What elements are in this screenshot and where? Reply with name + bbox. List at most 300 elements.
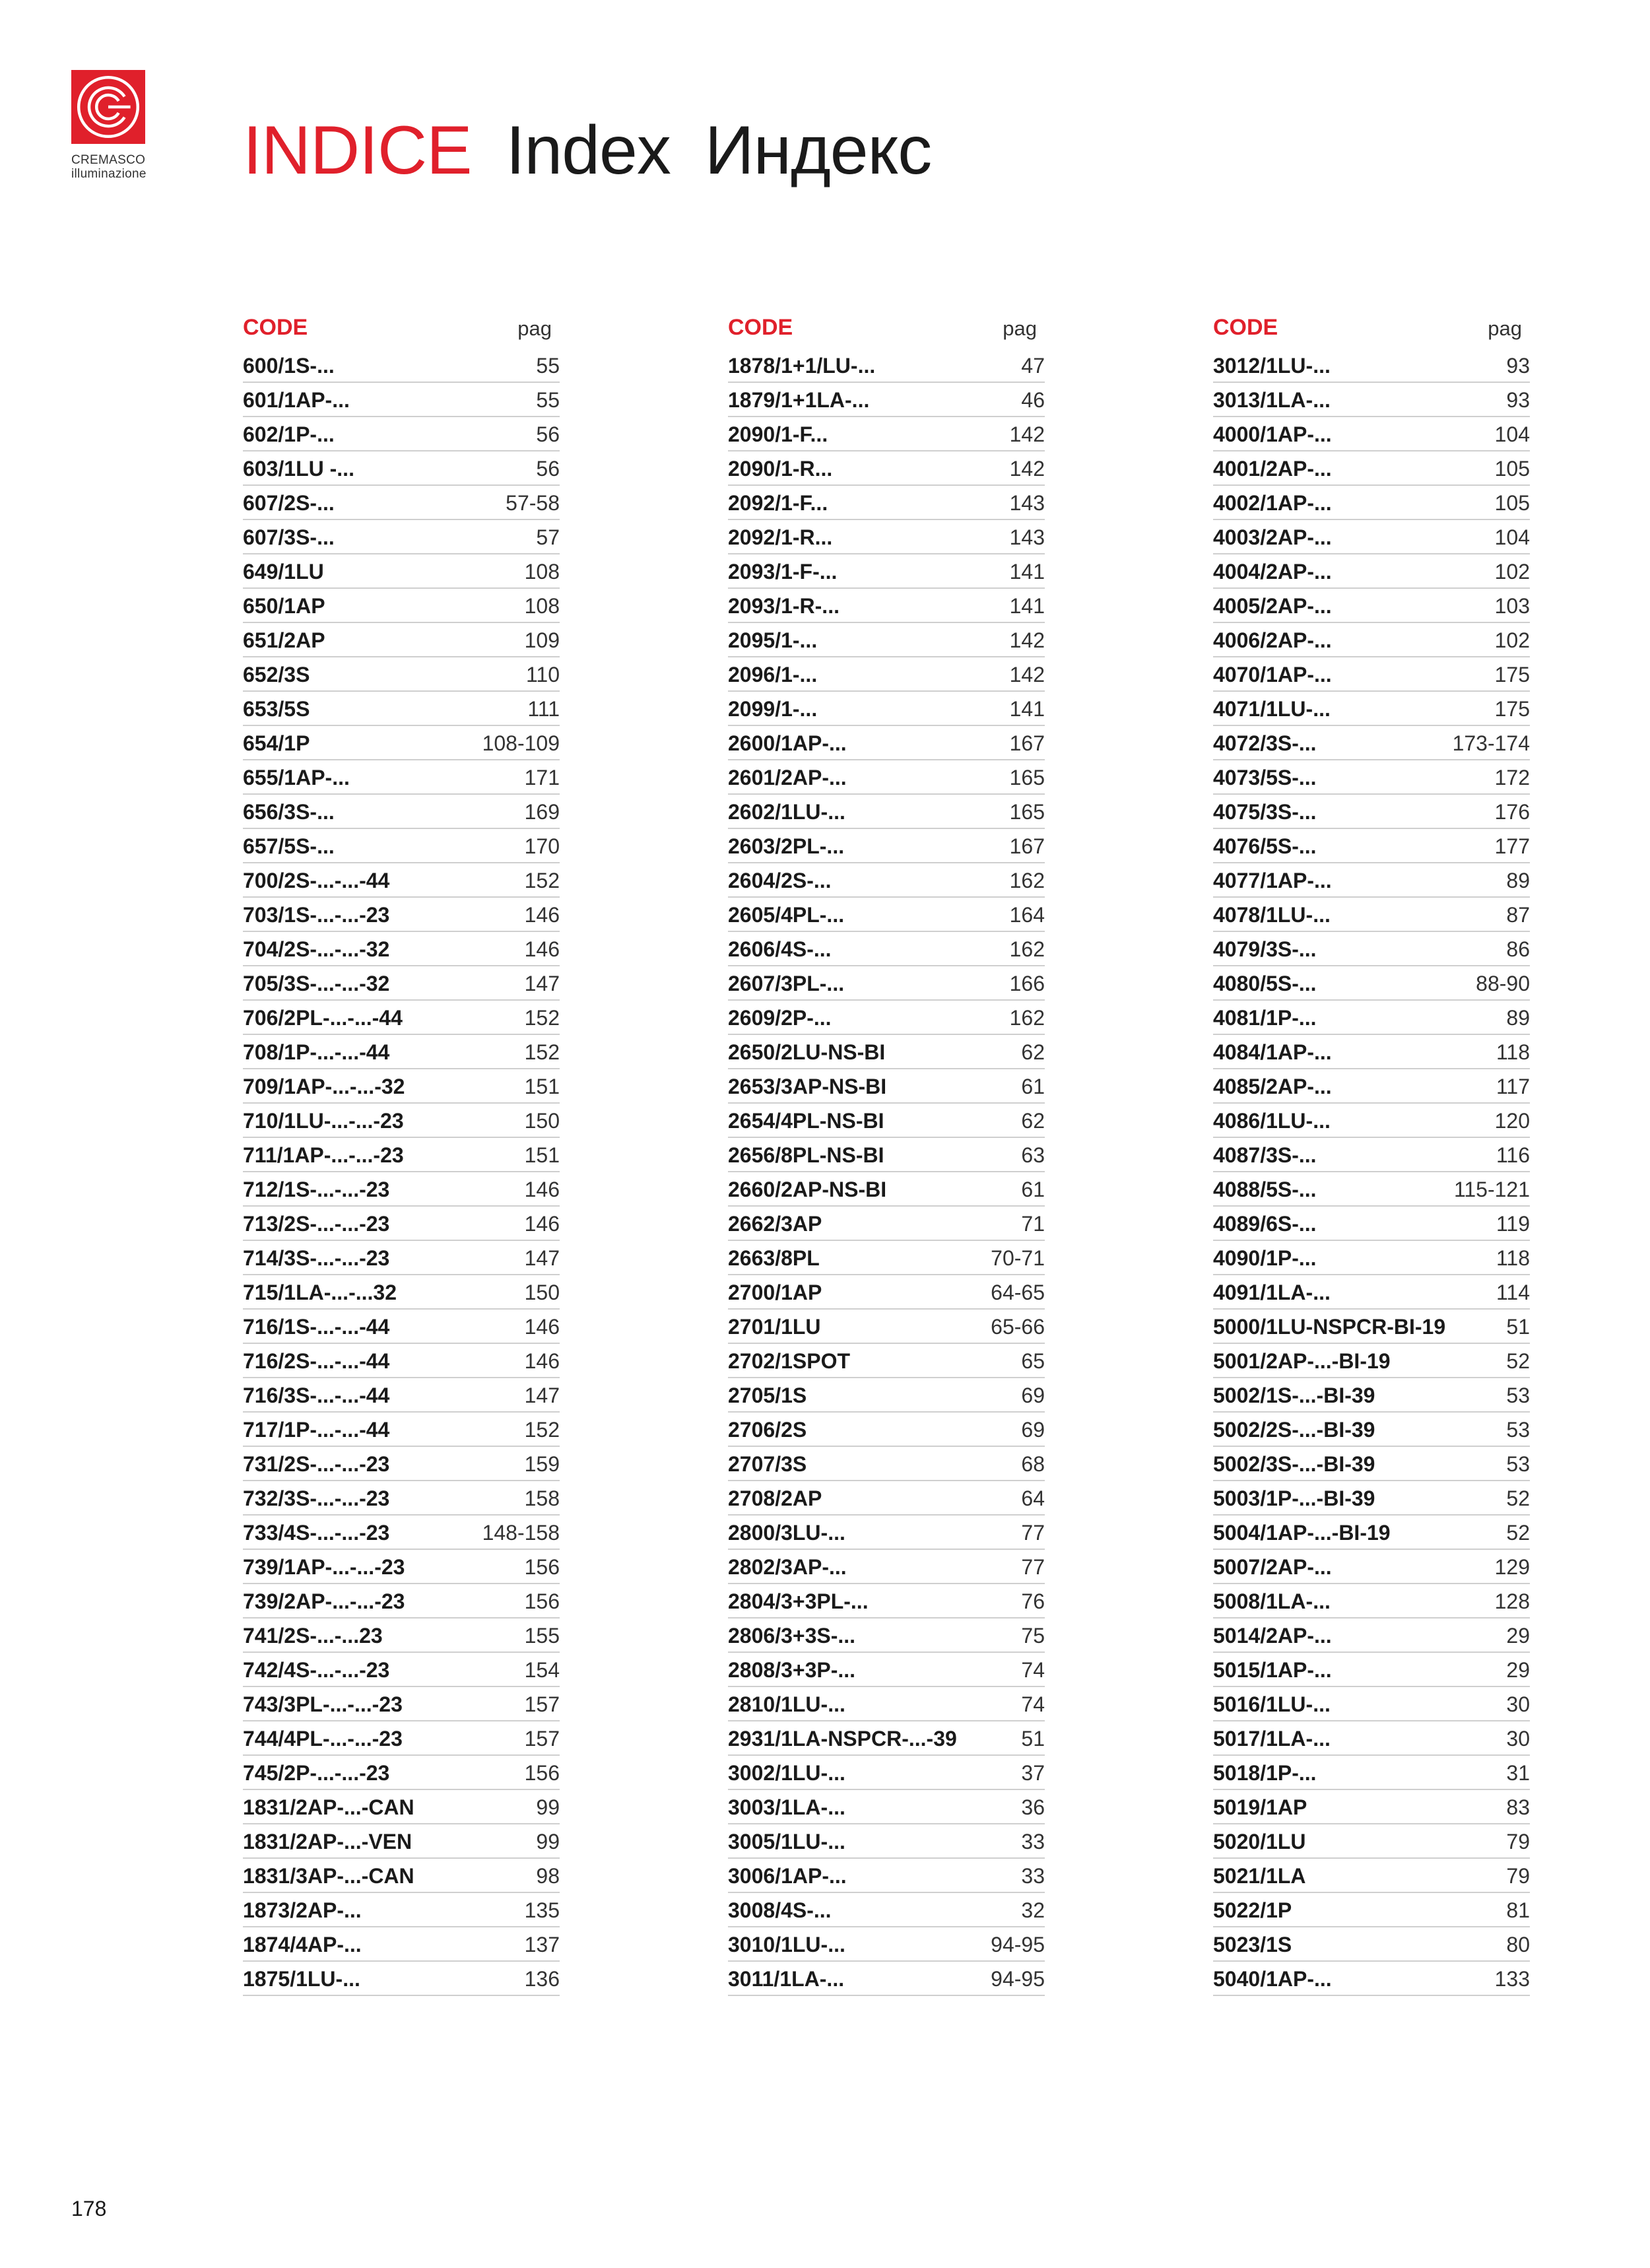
- page-ref: 146: [524, 1349, 560, 1373]
- pag-header: pag: [517, 317, 552, 340]
- product-code: 4080/5S-...: [1213, 971, 1317, 995]
- index-row: [1213, 1448, 1530, 1481]
- index-row: [1213, 1585, 1530, 1618]
- index-column-1: [243, 302, 560, 1997]
- index-row: [1213, 693, 1530, 726]
- product-code: 4004/2AP-...: [1213, 559, 1332, 584]
- product-code: 2663/8PL: [728, 1246, 820, 1270]
- product-code: 5018/1P-...: [1213, 1760, 1317, 1785]
- index-row: [728, 1448, 1045, 1481]
- index-row: [243, 1929, 560, 1962]
- product-code: 2609/2P-...: [728, 1005, 832, 1030]
- product-code: 5022/1P: [1213, 1898, 1292, 1922]
- index-row: [243, 1585, 560, 1618]
- page-ref: 29: [1506, 1623, 1530, 1648]
- index-row: [243, 1311, 560, 1344]
- product-code: 656/3S-...: [243, 799, 335, 824]
- index-row: [728, 1345, 1045, 1378]
- brand-text: [71, 153, 145, 181]
- page-ref: 171: [524, 765, 560, 789]
- page-ref: 154: [524, 1657, 560, 1682]
- page-ref: 79: [1506, 1829, 1530, 1853]
- index-row: [728, 1860, 1045, 1893]
- page-ref: 172: [1494, 765, 1530, 789]
- index-row: [1213, 1311, 1530, 1344]
- index-row: [1213, 1963, 1530, 1996]
- product-code: 2090/1-F...: [728, 422, 828, 446]
- product-code: 2603/2PL-...: [728, 834, 845, 858]
- page-ref: 114: [1496, 1280, 1530, 1304]
- page-ref: 141: [1009, 593, 1045, 618]
- page-ref: 99: [536, 1829, 560, 1853]
- product-code: 732/3S-...-...-23: [243, 1486, 390, 1510]
- page-ref: 56: [536, 456, 560, 481]
- product-code: 704/2S-...-...-32: [243, 937, 390, 961]
- page-ref: 104: [1494, 525, 1530, 549]
- page-ref: 167: [1009, 731, 1045, 755]
- product-code: 700/2S-...-...-44: [243, 868, 390, 892]
- index-row: [243, 1242, 560, 1275]
- product-code: 5002/3S-...-BI-39: [1213, 1451, 1375, 1476]
- page-ref: 136: [524, 1966, 560, 1991]
- product-code: 2702/1SPOT: [728, 1349, 850, 1373]
- index-row: [728, 624, 1045, 657]
- product-code: 4003/2AP-...: [1213, 525, 1332, 549]
- product-code: 4000/1AP-...: [1213, 422, 1332, 446]
- product-code: 607/2S-...: [243, 490, 335, 515]
- page-ref: 102: [1494, 559, 1530, 584]
- index-row: [728, 418, 1045, 451]
- page-ref: 89: [1506, 1005, 1530, 1030]
- index-row: [728, 1002, 1045, 1035]
- page-ref: 151: [524, 1074, 560, 1098]
- page-ref: 76: [1021, 1589, 1045, 1613]
- product-code: 3013/1LA-...: [1213, 387, 1331, 412]
- page-ref: 71: [1021, 1211, 1045, 1236]
- index-row: [1213, 350, 1530, 383]
- page-ref: 169: [524, 799, 560, 824]
- product-code: 3006/1AP-...: [728, 1863, 847, 1888]
- product-code: 2654/4PL-NS-BI: [728, 1108, 884, 1133]
- index-row: [728, 1105, 1045, 1138]
- index-row: [728, 1757, 1045, 1790]
- page-ref: 143: [1009, 525, 1045, 549]
- page-ref: 77: [1021, 1554, 1045, 1579]
- product-code: 2706/2S: [728, 1417, 807, 1442]
- index-row: [1213, 968, 1530, 1001]
- index-row: [243, 1757, 560, 1790]
- product-code: 4081/1P-...: [1213, 1005, 1317, 1030]
- index-row: [243, 1002, 560, 1035]
- page-ref: 79: [1506, 1863, 1530, 1888]
- product-code: 743/3PL-...-...-23: [243, 1692, 403, 1716]
- index-row: [728, 865, 1045, 898]
- product-code: 3011/1LA-...: [728, 1966, 845, 1991]
- product-code: 600/1S-...: [243, 353, 335, 378]
- page-ref: 65: [1021, 1349, 1045, 1373]
- product-code: 708/1P-...-...-44: [243, 1040, 390, 1064]
- page-ref: 109: [524, 628, 560, 652]
- index-row: [728, 1036, 1045, 1069]
- product-code: 5001/2AP-...-BI-19: [1213, 1349, 1391, 1373]
- product-code: 601/1AP-...: [243, 387, 350, 412]
- product-code: 2806/3+3S-...: [728, 1623, 856, 1648]
- index-row: [1213, 899, 1530, 932]
- index-rows: [1213, 350, 1530, 1996]
- page-ref: 104: [1494, 422, 1530, 446]
- index-row: [243, 899, 560, 932]
- cremasco-logo-icon: [71, 70, 145, 144]
- page-ref: 108: [524, 593, 560, 618]
- product-code: 5002/2S-...-BI-39: [1213, 1417, 1375, 1442]
- index-row: [1213, 1277, 1530, 1310]
- page-ref: 157: [524, 1692, 560, 1716]
- page-ref: 93: [1506, 353, 1530, 378]
- page-ref: 98: [536, 1863, 560, 1888]
- page-ref: 165: [1009, 799, 1045, 824]
- index-row: [1213, 418, 1530, 451]
- page-ref: 177: [1494, 834, 1530, 858]
- page-ref: 147: [524, 971, 560, 995]
- product-code: 4091/1LA-...: [1213, 1280, 1331, 1304]
- page-ref: 120: [1494, 1108, 1530, 1133]
- product-code: 5002/1S-...-BI-39: [1213, 1383, 1375, 1407]
- page-ref: 86: [1506, 937, 1530, 961]
- page-ref: 61: [1021, 1177, 1045, 1201]
- index-row: [728, 1242, 1045, 1275]
- product-code: 2804/3+3PL-...: [728, 1589, 869, 1613]
- product-code: 2662/3AP: [728, 1211, 822, 1236]
- index-row: [243, 1688, 560, 1721]
- index-row: [728, 1139, 1045, 1172]
- index-row: [728, 1277, 1045, 1310]
- page-ref: 64: [1021, 1486, 1045, 1510]
- index-row: [243, 830, 560, 863]
- product-code: 4002/1AP-...: [1213, 490, 1332, 515]
- page-ref: 108-109: [482, 731, 560, 755]
- product-code: 4084/1AP-...: [1213, 1040, 1332, 1064]
- product-code: 5021/1LA: [1213, 1863, 1306, 1888]
- product-code: 1878/1+1/LU-...: [728, 353, 876, 378]
- product-code: 657/5S-...: [243, 834, 335, 858]
- page-ref: 175: [1494, 696, 1530, 721]
- index-row: [728, 556, 1045, 589]
- page-ref: 29: [1506, 1657, 1530, 1682]
- index-row: [243, 1620, 560, 1653]
- page-number: 178: [71, 2197, 107, 2220]
- page-ref: 150: [524, 1280, 560, 1304]
- product-code: 2096/1-...: [728, 662, 818, 686]
- index-row: [1213, 1929, 1530, 1962]
- product-code: 2606/4S-...: [728, 937, 832, 961]
- page-ref: 81: [1506, 1898, 1530, 1922]
- page-ref: 146: [524, 902, 560, 927]
- page-ref: 170: [524, 834, 560, 858]
- index-row: [243, 1894, 560, 1927]
- index-row: [243, 624, 560, 657]
- product-code: 654/1P: [243, 731, 310, 755]
- page-ref: 146: [524, 1211, 560, 1236]
- page-ref: 55: [536, 387, 560, 412]
- index-row: [1213, 1174, 1530, 1207]
- page-ref: 47: [1021, 353, 1045, 378]
- page-ref: 152: [524, 1040, 560, 1064]
- index-row: [728, 1551, 1045, 1584]
- product-code: 4001/2AP-...: [1213, 456, 1332, 481]
- index-row: [243, 1551, 560, 1584]
- product-code: 739/1AP-...-...-23: [243, 1554, 405, 1579]
- product-code: 2090/1-R...: [728, 456, 833, 481]
- page-ref: 87: [1506, 902, 1530, 927]
- page-ref: 32: [1021, 1898, 1045, 1922]
- index-row: [243, 1139, 560, 1172]
- index-row: [1213, 1071, 1530, 1104]
- index-row: [1213, 933, 1530, 966]
- page-title: [243, 111, 931, 190]
- product-code: 4086/1LU-...: [1213, 1108, 1331, 1133]
- product-code: 2093/1-R-...: [728, 593, 840, 618]
- index-row: [243, 590, 560, 623]
- page-ref: 175: [1494, 662, 1530, 686]
- product-code: 1874/4AP-...: [243, 1932, 362, 1956]
- product-code: 607/3S-...: [243, 525, 335, 549]
- product-code: 5040/1AP-...: [1213, 1966, 1332, 1991]
- page-ref: 142: [1009, 628, 1045, 652]
- page-ref: 137: [524, 1932, 560, 1956]
- page-ref: 51: [1021, 1726, 1045, 1751]
- page-ref: 129: [1494, 1554, 1530, 1579]
- product-code: 4077/1AP-...: [1213, 868, 1332, 892]
- product-code: 3005/1LU-...: [728, 1829, 845, 1853]
- index-row: [1213, 384, 1530, 417]
- index-row: [1213, 1551, 1530, 1584]
- index-row: [728, 521, 1045, 554]
- page-ref: 63: [1021, 1143, 1045, 1167]
- page-ref: 162: [1009, 937, 1045, 961]
- product-code: 4075/3S-...: [1213, 799, 1317, 824]
- code-header: CODE: [1213, 315, 1278, 340]
- product-code: 2092/1-R...: [728, 525, 833, 549]
- index-row: [728, 1929, 1045, 1962]
- page-ref: 147: [524, 1383, 560, 1407]
- product-code: 739/2AP-...-...-23: [243, 1589, 405, 1613]
- product-code: 731/2S-...-...-23: [243, 1451, 390, 1476]
- product-code: 716/2S-...-...-44: [243, 1349, 390, 1373]
- product-code: 5000/1LU-NSPCR-BI-19: [1213, 1314, 1446, 1339]
- page-ref: 53: [1506, 1417, 1530, 1442]
- page-ref: 30: [1506, 1726, 1530, 1751]
- product-code: 2095/1-...: [728, 628, 818, 652]
- index-row: [1213, 865, 1530, 898]
- product-code: 653/5S: [243, 696, 310, 721]
- page-ref: 165: [1009, 765, 1045, 789]
- product-code: 3002/1LU-...: [728, 1760, 845, 1785]
- index-row: [243, 659, 560, 692]
- product-code: 2099/1-...: [728, 696, 818, 721]
- brand-name: CREMASCO: [71, 153, 146, 167]
- index-row: [1213, 1483, 1530, 1516]
- product-code: 5014/2AP-...: [1213, 1623, 1332, 1648]
- page-ref: 102: [1494, 628, 1530, 652]
- page-ref: 62: [1021, 1040, 1045, 1064]
- index-row: [728, 1208, 1045, 1241]
- product-code: 2602/1LU-...: [728, 799, 845, 824]
- index-row: [243, 1105, 560, 1138]
- index-row: [243, 1414, 560, 1447]
- index-row: [1213, 1894, 1530, 1927]
- page-ref: 93: [1506, 387, 1530, 412]
- product-code: 1831/3AP-...-CAN: [243, 1863, 414, 1888]
- page-ref: 119: [1496, 1211, 1530, 1236]
- page-ref: 37: [1021, 1760, 1045, 1785]
- index-row: [728, 1688, 1045, 1721]
- product-code: 4071/1LU-...: [1213, 696, 1331, 721]
- index-row: [728, 1791, 1045, 1824]
- index-row: [1213, 487, 1530, 520]
- pag-header: pag: [1488, 317, 1522, 340]
- index-row: [1213, 1139, 1530, 1172]
- page-ref: 155: [524, 1623, 560, 1648]
- product-code: 5004/1AP-...-BI-19: [1213, 1520, 1391, 1545]
- product-code: 713/2S-...-...-23: [243, 1211, 390, 1236]
- page-ref: 156: [524, 1554, 560, 1579]
- index-row: [243, 1654, 560, 1687]
- product-code: 1879/1+1LA-...: [728, 387, 870, 412]
- page-ref: 53: [1506, 1451, 1530, 1476]
- product-code: 650/1AP: [243, 593, 325, 618]
- page-ref: 83: [1506, 1795, 1530, 1819]
- index-row: [243, 727, 560, 760]
- page-ref: 108: [524, 559, 560, 584]
- page-ref: 77: [1021, 1520, 1045, 1545]
- page-ref: 52: [1506, 1520, 1530, 1545]
- product-code: 2601/2AP-...: [728, 765, 847, 789]
- product-code: 2700/1AP: [728, 1280, 822, 1304]
- page-ref: 156: [524, 1760, 560, 1785]
- index-row: [243, 1345, 560, 1378]
- page-ref: 152: [524, 1417, 560, 1442]
- index-row: [728, 899, 1045, 932]
- title-russian: Индекс: [704, 112, 932, 189]
- index-row: [728, 830, 1045, 863]
- page-ref: 94-95: [991, 1966, 1045, 1991]
- product-code: 3010/1LU-...: [728, 1932, 845, 1956]
- index-row: [1213, 624, 1530, 657]
- page-ref: 88-90: [1476, 971, 1530, 995]
- index-row: [1213, 796, 1530, 829]
- product-code: 2931/1LA-NSPCR-...-39: [728, 1726, 957, 1751]
- product-code: 5020/1LU: [1213, 1829, 1306, 1853]
- product-code: 706/2PL-...-...-44: [243, 1005, 403, 1030]
- product-code: 716/3S-...-...-44: [243, 1383, 390, 1407]
- brand-logo: [71, 70, 145, 181]
- page-ref: 146: [524, 1177, 560, 1201]
- column-header: [1213, 302, 1530, 341]
- product-code: 5007/2AP-...: [1213, 1554, 1332, 1579]
- page-ref: 94-95: [991, 1932, 1045, 1956]
- page-ref: 33: [1021, 1863, 1045, 1888]
- product-code: 741/2S-...-...23: [243, 1623, 383, 1648]
- index-row: [1213, 1723, 1530, 1756]
- index-row: [728, 1723, 1045, 1756]
- product-code: 710/1LU-...-...-23: [243, 1108, 404, 1133]
- index-row: [728, 1517, 1045, 1550]
- page-ref: 33: [1021, 1829, 1045, 1853]
- page-ref: 110: [525, 662, 560, 686]
- index-row: [1213, 1414, 1530, 1447]
- product-code: 703/1S-...-...-23: [243, 902, 390, 927]
- page-ref: 166: [1009, 971, 1045, 995]
- product-code: 2705/1S: [728, 1383, 807, 1407]
- page-ref: 51: [1506, 1314, 1530, 1339]
- page-ref: 55: [536, 353, 560, 378]
- product-code: 603/1LU -...: [243, 456, 354, 481]
- product-code: 3008/4S-...: [728, 1898, 832, 1922]
- index-row: [1213, 1757, 1530, 1790]
- product-code: 5017/1LA-...: [1213, 1726, 1331, 1751]
- index-row: [728, 1380, 1045, 1413]
- page-ref: 133: [1494, 1966, 1530, 1991]
- index-row: [728, 1894, 1045, 1927]
- index-row: [1213, 1036, 1530, 1069]
- index-row: [243, 762, 560, 795]
- product-code: 2656/8PL-NS-BI: [728, 1143, 884, 1167]
- index-row: [243, 1723, 560, 1756]
- index-row: [1213, 762, 1530, 795]
- product-code: 2604/2S-...: [728, 868, 832, 892]
- product-code: 714/3S-...-...-23: [243, 1246, 390, 1270]
- product-code: 1873/2AP-...: [243, 1898, 362, 1922]
- page-ref: 143: [1009, 490, 1045, 515]
- product-code: 655/1AP-...: [243, 765, 350, 789]
- index-row: [728, 453, 1045, 486]
- page-ref: 69: [1021, 1417, 1045, 1442]
- product-code: 4005/2AP-...: [1213, 593, 1332, 618]
- code-header: CODE: [243, 315, 308, 340]
- page-ref: 80: [1506, 1932, 1530, 1956]
- index-row: [243, 1963, 560, 1996]
- index-row: [1213, 1345, 1530, 1378]
- page-ref: 158: [524, 1486, 560, 1510]
- product-code: 2708/2AP: [728, 1486, 822, 1510]
- page-ref: 68: [1021, 1451, 1045, 1476]
- index-row: [728, 1071, 1045, 1104]
- product-code: 4076/5S-...: [1213, 834, 1317, 858]
- index-row: [243, 865, 560, 898]
- index-row: [243, 1517, 560, 1550]
- product-code: 4070/1AP-...: [1213, 662, 1332, 686]
- product-code: 2607/3PL-...: [728, 971, 845, 995]
- index-row: [728, 487, 1045, 520]
- page-ref: 56: [536, 422, 560, 446]
- index-row: [1213, 1517, 1530, 1550]
- product-code: 4078/1LU-...: [1213, 902, 1331, 927]
- page-ref: 57: [536, 525, 560, 549]
- page-ref: 176: [1494, 799, 1530, 824]
- index-row: [243, 556, 560, 589]
- product-code: 733/4S-...-...-23: [243, 1520, 390, 1545]
- product-code: 5016/1LU-...: [1213, 1692, 1331, 1716]
- title-italian: INDICE: [243, 112, 472, 189]
- page-ref: 53: [1506, 1383, 1530, 1407]
- product-code: 705/3S-...-...-32: [243, 971, 390, 995]
- index-row: [1213, 830, 1530, 863]
- index-row: [243, 1483, 560, 1516]
- page-ref: 31: [1506, 1760, 1530, 1785]
- index-row: [1213, 659, 1530, 692]
- page-ref: 117: [1496, 1074, 1530, 1098]
- product-code: 5023/1S: [1213, 1932, 1292, 1956]
